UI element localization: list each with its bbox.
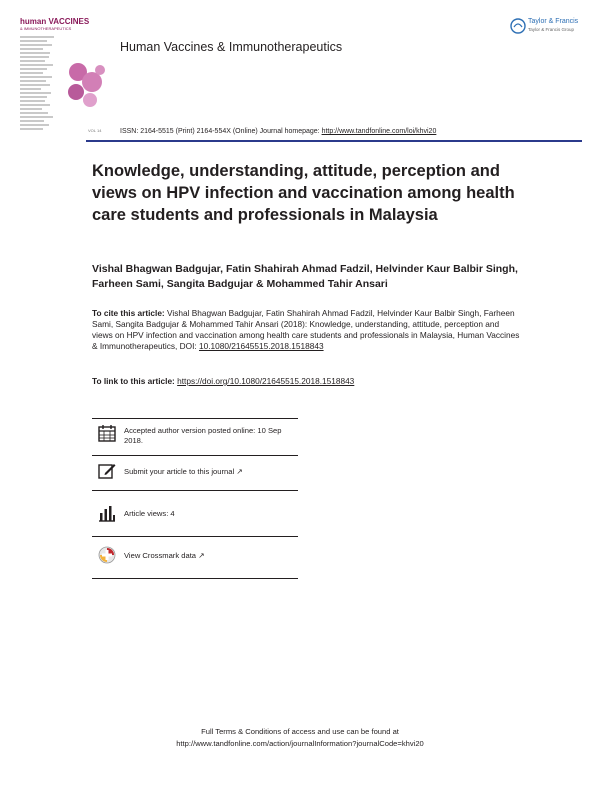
calendar-icon — [98, 424, 116, 442]
crossmark-link[interactable]: View Crossmark data ↗ — [124, 551, 205, 560]
citation-label: To cite this article: — [92, 308, 167, 318]
cover-caption: VOL 14 — [88, 128, 102, 133]
article-views-text: Article views: 4 — [124, 509, 175, 518]
cover-cells-image — [64, 58, 108, 110]
publisher-name: Taylor & Francis — [528, 18, 579, 25]
publisher-logo-icon — [510, 18, 526, 34]
accepted-version-text: Accepted author version posted online: 10 Sep 2018. — [124, 426, 282, 445]
submit-article-link[interactable]: Submit your article to this journal ↗ — [124, 467, 243, 476]
info-divider — [92, 490, 298, 491]
citation-text: Vishal Bhagwan Badgujar, Fatin Shahirah Ahmad Fadzil, Helvinder Kaur Balbir Singh, Farheen Sami, Sangita Badgujar & Mohammed Tahir Ansari (2018): Knowledge, understanding, attitude, perception and views on HPV infection and vaccination among health care students and professionals in Malaysia, Human Vaccines & Immunotherapeutics, DOI: — [92, 308, 520, 351]
issn-line — [120, 128, 436, 135]
footer — [0, 726, 600, 750]
article-authors: Vishal Bhagwan Badgujar, Fatin Shahirah Ahmad Fadzil, Helvinder Kaur Balbir Singh, Farheen Sami, Sangita Badgujar & Mohammed Tahir Ansari — [92, 263, 518, 290]
header-divider — [86, 140, 582, 142]
citation-block — [92, 308, 522, 352]
info-divider — [92, 578, 298, 579]
publisher-logo[interactable] — [510, 16, 586, 36]
crossmark-icon — [98, 546, 116, 564]
journal-title: Human Vaccines & Immunotherapeutics — [120, 40, 343, 54]
citation-doi-link[interactable]: 10.1080/21645515.2018.1518843 — [198, 341, 324, 351]
article-link-line — [92, 376, 354, 386]
cover-brand-sub: & IMMUNOTHERAPEUTICS — [20, 26, 72, 31]
article-doi-link[interactable]: https://doi.org/10.1080/21645515.2018.1518843 — [177, 376, 355, 386]
publisher-logo-text — [528, 18, 578, 34]
edit-icon — [98, 462, 116, 480]
info-divider — [92, 536, 298, 537]
footer-terms-text: Full Terms & Conditions of access and use can be found at — [201, 727, 399, 736]
article-link-label: To link to this article: — [92, 376, 178, 386]
journal-cover-thumbnail — [12, 18, 108, 134]
issn-text: ISSN: 2164-5515 (Print) 2164-554X (Online) Journal homepage: — [120, 128, 322, 135]
bar-chart-icon — [98, 505, 116, 523]
info-divider — [92, 418, 298, 419]
journal-homepage-link[interactable]: http://www.tandfonline.com/loi/khvi20 — [321, 128, 437, 135]
article-title: Knowledge, understanding, attitude, perception and views on HPV infection and vaccination among health care students and professionals in Malaysia — [92, 162, 515, 224]
cover-text-lines — [20, 36, 58, 132]
cover-brand: human VACCINES — [20, 18, 90, 26]
info-divider — [92, 455, 298, 456]
publisher-group: Taylor & Francis Group — [528, 27, 575, 32]
footer-terms-link[interactable]: http://www.tandfonline.com/action/journalInformation?journalCode=khvi20 — [176, 739, 424, 748]
